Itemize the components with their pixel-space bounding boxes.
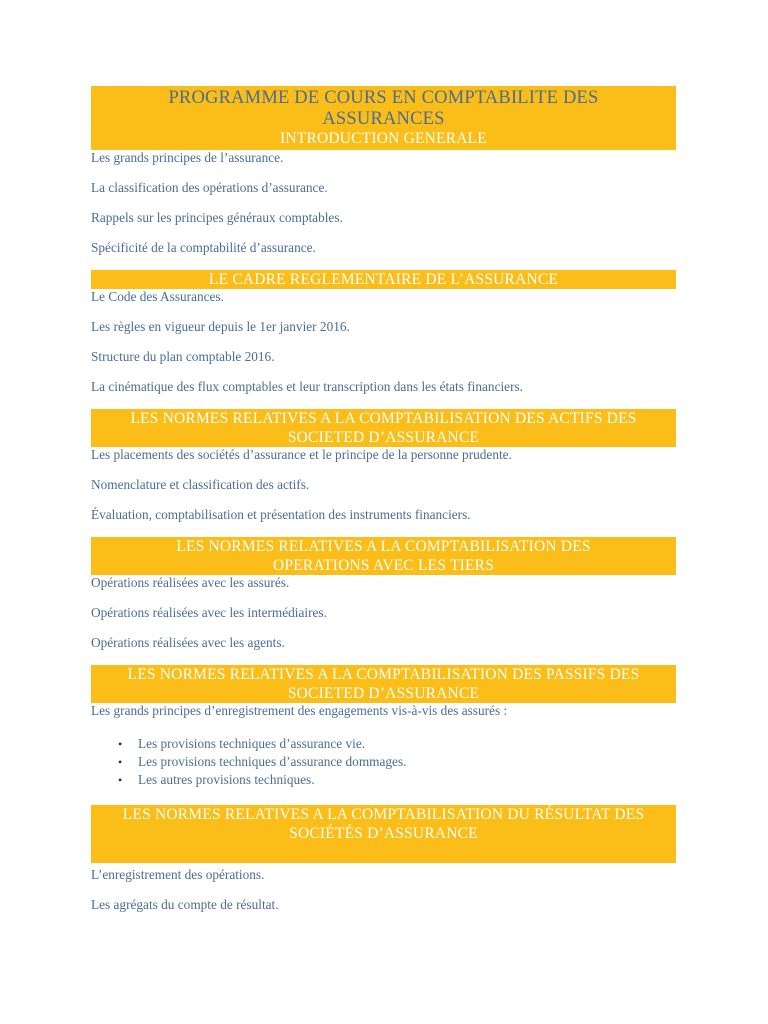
document-page [91,86,676,913]
cadre-item-4: La cinématique des flux comptables et leur transcription dans les états financiers. [91,379,523,394]
tiers-item-2: Opérations réalisées avec les intermédiaires. [91,605,327,620]
actifs-item-2: Nomenclature et classification des actifs. [91,477,310,492]
bullet-icon: • [118,737,123,751]
section-heading-actifs: LES NORMES RELATIVES A LA COMPTABILISATION DES ACTIFS DES SOCIETED D’ASSURANCE [91,409,676,447]
section-heading-tiers: LES NORMES RELATIVES A LA COMPTABILISATION DES OPERATIONS AVEC LES TIERS [91,537,676,575]
bullet-text: Les provisions techniques d’assurance dommages. [138,754,407,769]
intro-item-1: Les grands principes de l’assurance. [91,150,284,165]
cadre-item-3: Structure du plan comptable 2016. [91,349,275,364]
intro-item-3: Rappels sur les principes généraux comptables. [91,210,343,225]
section-heading-cadre: LE CADRE REGLEMENTAIRE DE L’ASSURANCE [91,270,676,289]
tiers-item-3: Opérations réalisées avec les agents. [91,635,285,650]
document-title: PROGRAMME DE COURS EN COMPTABILITE DES ASSURANCES [168,88,599,129]
bullet-text: Les autres provisions techniques. [138,772,315,787]
resultat-item-1: L’enregistrement des opérations. [91,867,265,882]
intro-item-2: La classification des opérations d’assurance. [91,180,328,195]
section-heading-passifs: LES NORMES RELATIVES A LA COMPTABILISATION DES PASSIFS DES SOCIETED D’ASSURANCE [91,665,676,703]
bullet-icon: • [118,773,123,787]
actifs-item-3: Évaluation, comptabilisation et présentation des instruments financiers. [91,507,471,522]
bullet-icon: • [118,755,123,769]
passifs-bullet-list [91,735,676,789]
tiers-item-1: Opérations réalisées avec les assurés. [91,575,290,590]
actifs-item-1: Les placements des sociétés d’assurance et le principe de la personne prudente. [91,447,512,462]
list-item [91,735,676,753]
title-band [91,86,676,150]
list-item [91,771,676,789]
passifs-intro: Les grands principes d’enregistrement des engagements vis-à-vis des assurés : [91,703,508,718]
list-item [91,753,676,771]
bullet-text: Les provisions techniques d’assurance vie. [138,736,366,751]
intro-item-4: Spécificité de la comptabilité d’assurance. [91,240,316,255]
section-heading-intro: INTRODUCTION GENERALE [280,130,487,147]
cadre-item-1: Le Code des Assurances. [91,289,224,304]
resultat-item-2: Les agrégats du compte de résultat. [91,897,279,912]
cadre-item-2: Les règles en vigueur depuis le 1er janvier 2016. [91,319,350,334]
section-heading-resultat: LES NORMES RELATIVES A LA COMPTABILISATION DU RÉSULTAT DES SOCIÉTÉS D’ASSURANCE [91,805,676,863]
